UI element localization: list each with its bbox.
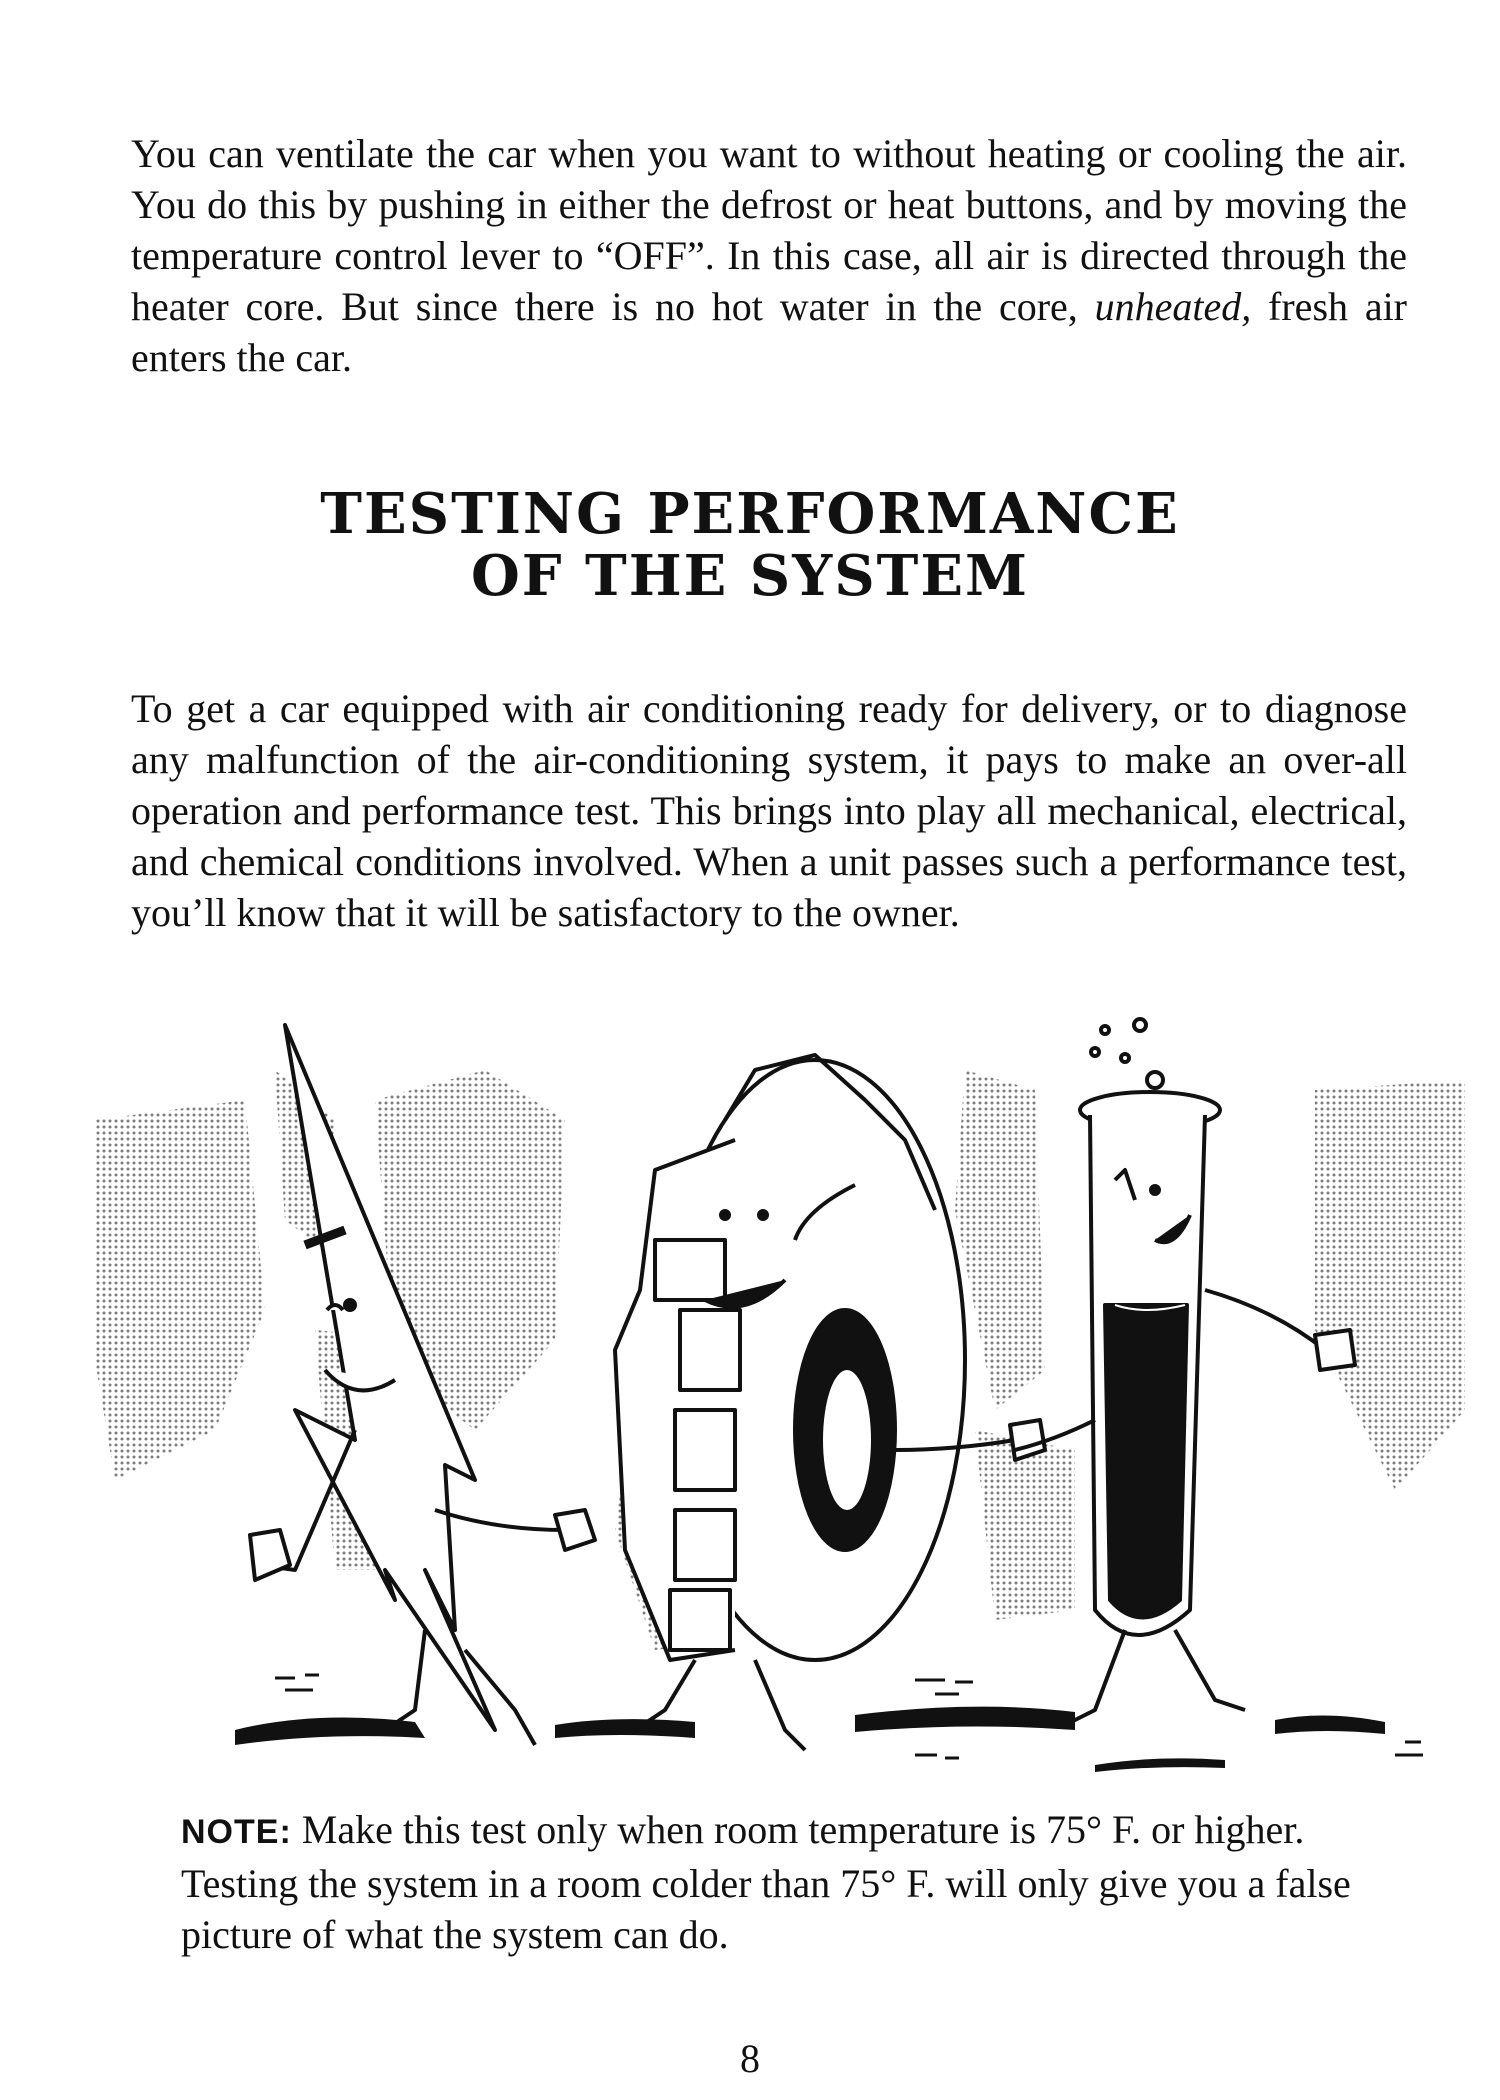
ground-dashes [275,1675,1423,1758]
body-paragraph: To get a car equipped with air conditioning ready for delivery, or to diagnose any malfunction of the air-conditioning system, it pays to make an over-all operation and performance test. This brings into play all mechanical, electrical, and chemical conditions involved. When a unit passes such a performance test, you’ll know that it will be satisfactory to the owner. [131,686,1407,935]
intro-paragraph [131,128,1407,383]
intro-text-start: You can ventilate the car when you want to without heating or cooling the air. You do this by pushing in either the defrost or heat buttons, and by moving the temperature control lever to “OFF”. In this case, all air is directed through the heater core. But since there is no hot water in the core, [131,131,1407,329]
heading-line-2: OF THE SYSTEM [471,543,1029,609]
intro-text-end: fresh air enters the car. [131,284,1408,380]
heading-line-1: TESTING PERFORMANCE [320,481,1180,547]
page-number: 8 [740,2036,760,2081]
cartoon-illustration [95,1010,1465,1780]
test-tube-character [1015,1019,1355,1725]
note-label: NOTE: [181,1813,292,1851]
section-heading [0,483,1500,607]
intro-emphasis: unheated, [1094,284,1252,329]
note-text: Make this test only when room temperature is 75° F. or higher. Testing the system in a room colder than 75° F. will only give you a false picture of what the system can do. [181,1807,1351,1957]
note-paragraph [181,1804,1371,1960]
